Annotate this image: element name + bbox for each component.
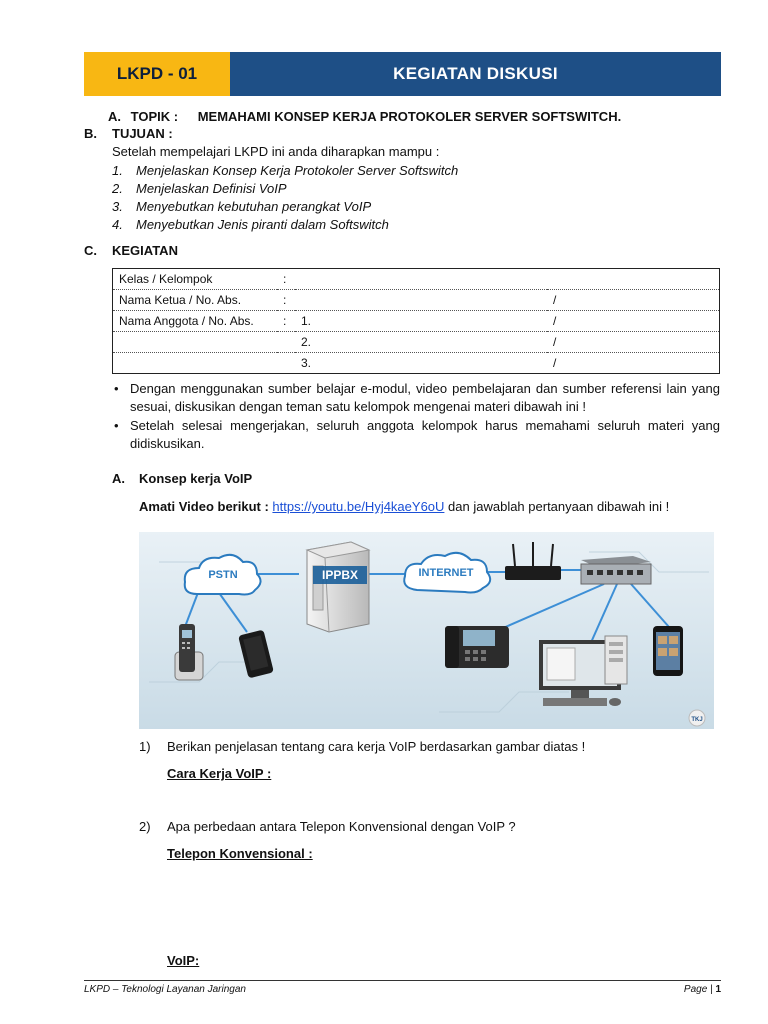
table-row: 3. /	[113, 353, 719, 374]
instruction-list	[112, 380, 720, 454]
ippbx-server-icon	[307, 542, 369, 632]
mobile-phone-icon	[653, 626, 683, 676]
group-table	[112, 268, 720, 374]
tkj-badge-label: TKJ	[691, 717, 703, 723]
video-instruction: Amati Video berikut : https://youtu.be/Hyj4kaeY6oU dan jawablah pertanyaan dibawah ini !	[139, 499, 670, 514]
group-table-grid	[113, 269, 719, 373]
topik-marker: A.	[108, 109, 121, 124]
video-link[interactable]: https://youtu.be/Hyj4kaeY6oU	[272, 499, 445, 514]
tujuan-item: 4. Menyebutkan Jenis piranti dalam Softswitch	[112, 217, 389, 232]
answer-label-1: Cara Kerja VoIP :	[167, 766, 272, 781]
tujuan-marker: B.	[84, 126, 97, 141]
tujuan-intro: Setelah mempelajari LKPD ini anda diharapkan mampu :	[112, 144, 440, 159]
kegiatan-marker: C.	[84, 243, 97, 258]
voip-diagram	[139, 532, 714, 729]
internet-label: INTERNET	[418, 567, 474, 579]
footer-page: Page | 1	[683, 984, 721, 995]
tujuan-item: 2. Menjelaskan Definisi VoIP	[112, 181, 287, 196]
table-row: 2. /	[113, 332, 719, 353]
answer-label-2: Telepon Konvensional :	[167, 846, 313, 861]
section-a-title: Konsep kerja VoIP	[139, 471, 253, 486]
tujuan-item: 1. Menjelaskan Konsep Kerja Protokoler Server Softswitch	[112, 163, 459, 178]
footer-left: LKPD – Teknologi Layanan Jaringan	[84, 984, 246, 995]
voip-answer-label: VoIP:	[167, 953, 200, 968]
table-row: Kelas / Kelompok :	[119, 272, 287, 286]
ip-desk-phone-icon	[445, 626, 509, 668]
pstn-label: PSTN	[208, 569, 238, 581]
lkpd-code: LKPD - 01	[84, 52, 230, 96]
footer-divider	[84, 980, 721, 981]
ippbx-label: IPPBX	[321, 568, 359, 582]
network-switch-icon	[581, 556, 651, 584]
topik-row	[108, 109, 621, 124]
tujuan-label: TUJUAN :	[112, 126, 173, 141]
instruction-item: • Dengan menggunakan sumber belajar e-modul, video pembelajaran dan sumber referensi lain yang sesuai, diskusikan dengan teman satu kelompok mengenai materi dibawah ini !	[112, 380, 720, 416]
page-title: KEGIATAN DISKUSI	[230, 52, 721, 96]
section-a-marker: A.	[112, 471, 125, 486]
table-row: Nama Ketua / No. Abs. : /	[113, 290, 719, 311]
question-1: 1) Berikan penjelasan tentang cara kerja VoIP berdasarkan gambar diatas !	[139, 739, 586, 754]
tujuan-list	[112, 162, 458, 234]
question-2: 2) Apa perbedaan antara Telepon Konvensional dengan VoIP ?	[139, 819, 516, 834]
instruction-item: • Setelah selesai mengerjakan, seluruh anggota kelompok harus memahami seluruh materi yang didiskusikan.	[112, 417, 720, 453]
tujuan-item: 3. Menyebutkan kebutuhan perangkat VoIP	[112, 199, 372, 214]
topik-label: TOPIK :	[130, 109, 179, 124]
topik-value: MEMAHAMI KONSEP KERJA PROTOKOLER SERVER SOFTSWITCH.	[197, 109, 622, 124]
kegiatan-label: KEGIATAN	[112, 243, 178, 258]
phone-panel-icon	[605, 636, 627, 684]
table-row: Nama Anggota / No. Abs. : 1. /	[113, 311, 719, 332]
